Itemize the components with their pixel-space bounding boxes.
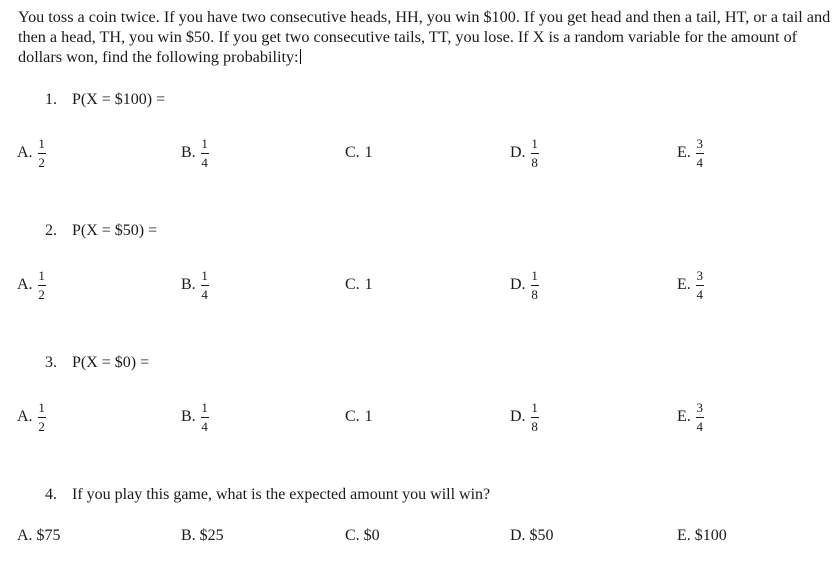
fraction [201, 137, 209, 169]
question-text: P(X = $0) = [72, 354, 150, 371]
fraction [38, 137, 46, 169]
question-3-choices [0, 397, 836, 437]
choice-d[interactable] [510, 133, 539, 173]
denominator: 4 [201, 419, 208, 434]
denominator: 4 [696, 419, 704, 434]
fraction [531, 269, 539, 301]
fraction-bar [201, 417, 209, 418]
fraction-bar [38, 417, 46, 418]
numerator: 1 [38, 400, 45, 415]
problem-text: You toss a coin twice. If you have two consecutive heads, HH, you win $100. If you get head and then a tail, HT, or a tail and then a head, TH, you win $50. If you get two consecutive tails, TT, you lose. If X is a random variable for the amount of dollars won, find the following probability: [18, 8, 831, 66]
question-2 [45, 221, 157, 241]
numerator: 1 [531, 268, 538, 283]
choice-letter: E. [677, 276, 691, 293]
numerator: 1 [38, 136, 45, 151]
choice-value: 1 [364, 408, 373, 425]
fraction [38, 269, 46, 301]
fraction [696, 137, 704, 169]
fraction [531, 401, 539, 433]
choice-letter: D. [510, 144, 526, 161]
choice-letter: E. [677, 144, 691, 161]
choice-letter: C. [345, 276, 360, 293]
text-cursor [300, 49, 301, 64]
choice-letter: B. [181, 276, 196, 293]
numerator: 3 [696, 136, 704, 151]
fraction-bar [38, 285, 46, 286]
choice-letter: D. [510, 408, 526, 425]
denominator: 2 [38, 155, 45, 170]
fraction-bar [531, 417, 539, 418]
numerator: 1 [531, 136, 538, 151]
numerator: 1 [38, 268, 45, 283]
choice-d[interactable]: D. $50 [510, 527, 554, 544]
fraction-bar [696, 417, 704, 418]
question-number: 3. [45, 354, 57, 371]
denominator: 4 [696, 155, 704, 170]
problem-statement [18, 7, 833, 67]
choice-value: 1 [364, 144, 373, 161]
question-text: P(X = $100) = [72, 91, 166, 108]
fraction-bar [38, 153, 46, 154]
choice-a[interactable] [17, 133, 46, 173]
question-3 [45, 353, 149, 373]
fraction [201, 269, 209, 301]
question-4-choices [0, 525, 836, 547]
fraction-bar [531, 285, 539, 286]
fraction-bar [201, 285, 209, 286]
numerator: 3 [696, 400, 704, 415]
question-1 [45, 90, 165, 110]
choice-e[interactable] [677, 133, 704, 173]
choice-e[interactable]: E. $100 [677, 527, 727, 544]
denominator: 8 [531, 287, 538, 302]
fraction [696, 269, 704, 301]
choice-a[interactable] [17, 397, 46, 437]
numerator: 1 [531, 400, 538, 415]
choice-e[interactable] [677, 397, 704, 437]
choice-letter: C. [345, 408, 360, 425]
denominator: 8 [531, 419, 538, 434]
fraction-bar [696, 153, 704, 154]
numerator: 3 [696, 268, 704, 283]
choice-letter: B. [181, 144, 196, 161]
choice-letter: A. [17, 408, 33, 425]
fraction-bar [201, 153, 209, 154]
question-2-choices [0, 265, 836, 305]
choice-b[interactable]: B. $25 [181, 527, 224, 544]
question-number: 1. [45, 91, 57, 108]
choice-e[interactable] [677, 265, 704, 305]
choice-c[interactable] [345, 397, 373, 437]
choice-b[interactable] [181, 265, 209, 305]
choice-b[interactable] [181, 133, 209, 173]
choice-value: 1 [364, 276, 373, 293]
choice-letter: C. [345, 144, 360, 161]
fraction [696, 401, 704, 433]
choice-letter: A. [17, 144, 33, 161]
choice-c[interactable] [345, 133, 373, 173]
numerator: 1 [201, 268, 208, 283]
numerator: 1 [201, 136, 208, 151]
choice-letter: E. [677, 408, 691, 425]
denominator: 2 [38, 419, 45, 434]
question-text: If you play this game, what is the expected amount you will win? [72, 486, 491, 503]
choice-letter: A. [17, 276, 33, 293]
fraction [38, 401, 46, 433]
choice-b[interactable] [181, 397, 209, 437]
question-text: P(X = $50) = [72, 222, 158, 239]
denominator: 8 [531, 155, 538, 170]
denominator: 4 [201, 287, 208, 302]
question-number: 4. [45, 486, 57, 503]
denominator: 4 [696, 287, 704, 302]
fraction [201, 401, 209, 433]
choice-a[interactable]: A. $75 [17, 527, 61, 544]
denominator: 4 [201, 155, 208, 170]
choice-d[interactable] [510, 265, 539, 305]
numerator: 1 [201, 400, 208, 415]
fraction-bar [696, 285, 704, 286]
fraction-bar [531, 153, 539, 154]
denominator: 2 [38, 287, 45, 302]
choice-letter: D. [510, 276, 526, 293]
choice-d[interactable] [510, 397, 539, 437]
question-number: 2. [45, 222, 57, 239]
question-1-choices [0, 133, 836, 173]
choice-letter: B. [181, 408, 196, 425]
choice-c[interactable] [345, 265, 373, 305]
question-4 [45, 485, 490, 505]
choice-a[interactable] [17, 265, 46, 305]
fraction [531, 137, 539, 169]
choice-c[interactable]: C. $0 [345, 527, 380, 544]
